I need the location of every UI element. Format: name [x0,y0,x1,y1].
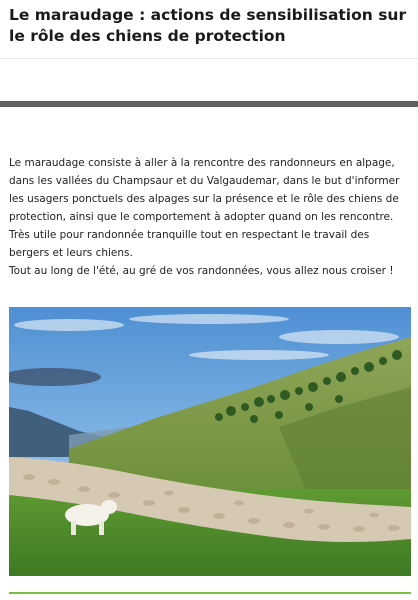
article-body [9,154,411,280]
title-divider [0,58,418,59]
sheep-flock-alpine-photo [9,307,411,576]
article-title: Le maraudage : actions de sensibilisation sur le rôle des chiens de protection [9,6,407,45]
section-separator-bar [0,101,418,107]
article-paragraph-summer: Tout au long de l'été, au gré de vos randonnées, vous allez nous croiser ! [9,265,394,277]
footer-divider [9,592,411,594]
article-paragraph-intro: Le maraudage consiste à aller à la rencontre des randonneurs en alpage, dans les vallées du Champsaur et du Valgaudemar, dans le but d'informer les usagers ponctuels des alpages sur la présence et le rôle des chiens de protection, ainsi que le comportement à adopter quand on les rencontre. Très utile pour randonnée tranquille tout en respectant le travail des bergers et leurs chiens. [9,157,400,259]
